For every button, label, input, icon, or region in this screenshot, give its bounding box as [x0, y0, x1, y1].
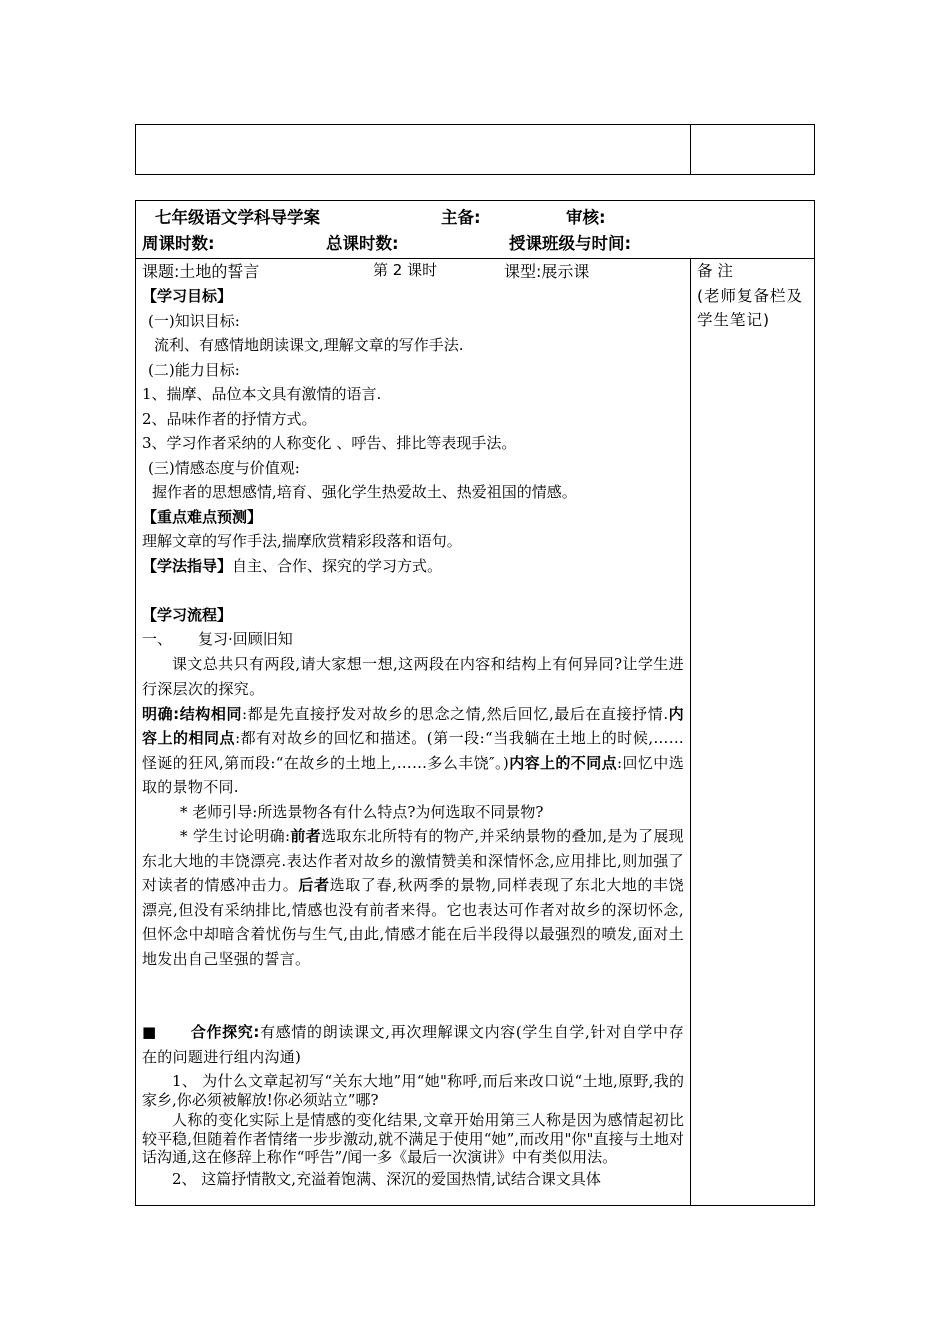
content-diff-label: 内容上的不同点	[509, 753, 618, 772]
method-text: 自主、合作、探究的学习方式。	[232, 556, 443, 575]
note-body: (老师复备栏及学生笔记)	[697, 286, 804, 329]
top-table-divider	[690, 125, 691, 174]
step1-title: 复习·回顾旧知	[198, 630, 293, 648]
coop-mark-icon: ■	[142, 1023, 157, 1041]
goal-emotion-text: 握作者的思想感情,培育、强化学生热爱故土、热爱祖国的情感。	[152, 483, 577, 501]
goal-knowledge-text: 流利、有感情地朗读课文,理解文章的写作手法.	[154, 336, 464, 354]
doc-title: 七年级语文学科导学案	[155, 208, 320, 227]
content-same-label: 内容上的相同点	[142, 704, 684, 747]
structure-same-text: :都是先直接抒发对故乡的思念之情,然后回忆,最后在直接抒情.	[242, 704, 669, 723]
question-1: 1、 为什么文章起初写“关东大地”用“她"称呼,而后来改口说“土地,原野,我的家乡,你必须被解放!你必须站立”哪?	[142, 1072, 684, 1109]
question-2: 2、 这篇抒情散文,充溢着饱满、深沉的爱国热情,试结合课文具体	[172, 1169, 601, 1188]
goal-knowledge: (一)知识目标:	[148, 311, 240, 330]
latter-label: 后者	[298, 876, 330, 894]
para-review: 课文总共只有两段,请大家想一想,这两段在内容和结构上有何异同?让学生进行深层次的探究。	[142, 654, 684, 698]
goal-ability-2: 2、品味作者的抒情方式。	[142, 409, 317, 428]
lesson-period: 第 2 课时	[373, 261, 438, 279]
section-heading-key: 【重点难点预测】	[142, 507, 263, 526]
teacher-guide: * 老师引导:所选景物各有什么特点?为何选取不同景物?	[180, 802, 544, 821]
note-column	[697, 259, 809, 333]
column-divider	[690, 258, 691, 1205]
latter-text: 选取了春,秋两季的景物,同样表现了东北大地的丰饶漂亮,但没有采纳排比,情感也没有前者来得。它也表达可作者对故乡的深切怀念,但怀念中却暗含着忧伤与生气,由此,情感才能在后半段得以最强烈的喷发,面对土地发出自己坚强的誓言。	[142, 876, 684, 968]
goal-ability-3: 3、学习作者采纳的人称变化 、呼告、排比等表现手法。	[142, 434, 517, 452]
goal-emotion: (三)情感态度与价值观:	[148, 458, 300, 477]
zhubei-label: 主备:	[441, 208, 481, 227]
step1-number: 一、	[142, 630, 173, 648]
structure-same-label: 结构相同	[179, 704, 243, 723]
content-same-text: :都有对故乡的回忆和描述。(第一段:“当我躺在土地上的时候,……怪诞的狂风,第而段:“在故乡的土地上,……多么丰饶″。)	[142, 729, 684, 772]
key-text: 理解文章的写作手法,揣摩欣赏精彩段落和语句。	[142, 532, 462, 550]
shenhe-label: 审核:	[566, 208, 606, 227]
former-text: 选取东北所特有的物产,并采纳景物的叠加,是为了展现东北大地的丰饶漂亮.表达作者对故乡的激情赞美和深情怀念,应用排比,则加强了对读者的情感冲击力。	[142, 827, 684, 894]
lesson-type-label: 课型:	[504, 262, 542, 281]
former-label: 前者	[290, 827, 322, 845]
lesson-type-value: 展示课	[541, 262, 590, 281]
coop-heading: 合作探究:	[190, 1023, 260, 1041]
section-heading-goals: 【学习目标】	[142, 287, 233, 305]
section-heading-method: 【学法指导】	[142, 556, 233, 575]
coop-text: 有感情的朗读课文,再次理解课文内容(学生自学,针对自学中存在的问题进行组内沟通)	[142, 1023, 684, 1066]
goal-ability-1: 1、揣摩、品位本文具有激情的语言.	[142, 385, 382, 403]
zong-label: 总课时数:	[326, 234, 399, 253]
zhou-label: 周课时数:	[142, 234, 215, 253]
clarify-label: 明确:	[142, 704, 180, 723]
content-diff-text: :回忆中选取的景物不同.	[142, 753, 684, 796]
discussion-intro: * 学生讨论明确:	[180, 827, 291, 845]
goal-ability: (二)能力目标:	[148, 360, 240, 379]
section-heading-flow: 【学习流程】	[142, 605, 233, 624]
main-content	[142, 284, 684, 1189]
answer-1: 人称的变化实际上是情感的变化结果,文章开始用第三人称是因为感情起初比较平稳,但随着作者情绪一步步激动,就不满足于使用“她”,而改用"你"直接与土地对话沟通,这在修辞上称作“呼告”/闻一多《最后一次演讲》中有类似用法。	[142, 1111, 684, 1166]
top-empty-table	[135, 124, 815, 175]
banji-label: 授课班级与时间:	[509, 234, 632, 253]
lesson-topic: 课题:土地的誓言	[142, 262, 260, 281]
note-title: 备 注	[697, 262, 733, 280]
